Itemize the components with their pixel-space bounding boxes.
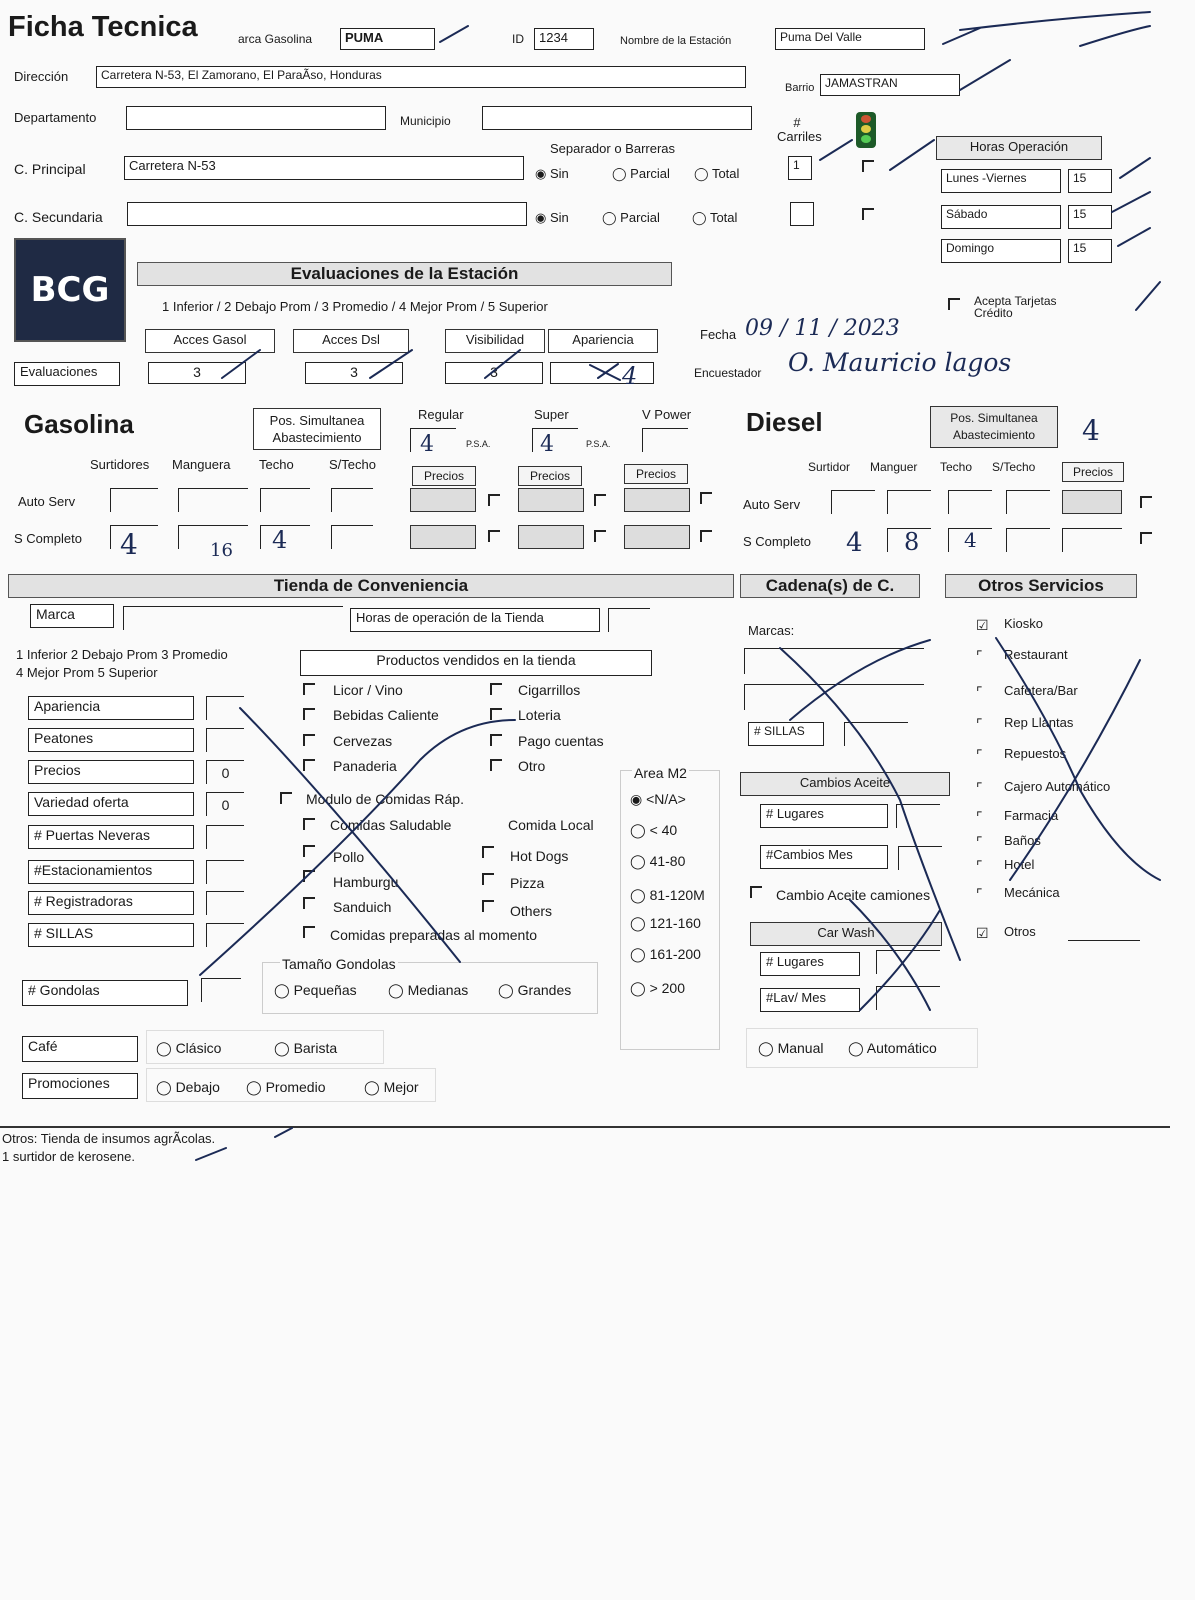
cb-hotdogs[interactable]	[482, 846, 494, 858]
horas-lunes-label: Lunes -Viernes	[941, 169, 1061, 193]
area-radio[interactable]	[630, 887, 705, 904]
diesel-col-stecho: S/Techo	[992, 460, 1036, 474]
diesel-title: Diesel	[746, 407, 823, 437]
modulo-label: Modulo de Comidas Ráp.	[306, 791, 464, 807]
tienda-row-field[interactable]	[206, 728, 244, 752]
cb-pollo[interactable]	[303, 845, 315, 857]
cafe-barista-radio[interactable]: ◯ Barista	[274, 1040, 338, 1056]
super-label: Super	[534, 407, 569, 422]
vpower-field[interactable]	[642, 428, 688, 452]
principal-sin-radio[interactable]: ◉ Sin	[535, 166, 569, 181]
comida-local-label: Comida Local	[508, 817, 594, 833]
eval-apariencia-field[interactable]	[550, 362, 654, 384]
comida-preparadas: Comidas preparadas al momento	[330, 927, 537, 943]
secundaria-sin-radio[interactable]: ◉ Sin	[535, 210, 569, 225]
municipio-label: Municipio	[400, 114, 451, 128]
estacion-field[interactable]: Puma Del Valle	[775, 28, 925, 50]
fecha-value: 09 / 11 / 2023	[745, 316, 900, 341]
horas-title: Horas Operación	[936, 136, 1102, 160]
departamento-label: Departamento	[14, 110, 97, 125]
otros-item-label: Hotel	[1004, 857, 1035, 872]
direccion-field[interactable]: Carretera N-53, El Zamorano, El ParaÃso, Honduras	[96, 66, 746, 88]
bcg-logo	[14, 238, 126, 342]
diesel-col-manguer: Manguer	[870, 460, 918, 474]
otros-line	[1068, 940, 1140, 941]
gas-as-mang[interactable]	[178, 488, 248, 512]
diesel-as-techo[interactable]	[948, 490, 992, 514]
comida-pollo: Pollo	[333, 849, 365, 865]
principal-label: C. Principal	[14, 161, 86, 177]
fecha-label: Fecha	[700, 327, 737, 342]
mejor-text: Mejor	[383, 1079, 419, 1095]
tienda-row-field[interactable]	[206, 825, 244, 849]
gas-sc-mang-value: 16	[210, 540, 233, 561]
note-line-1: Otros: Tienda de insumos agrÃcolas.	[2, 1131, 216, 1146]
tienda-row-label: # Puertas Neveras	[28, 825, 194, 849]
otros-checkbox[interactable]: ⌜	[976, 834, 983, 850]
principal-field[interactable]: Carretera N-53	[124, 156, 524, 180]
diesel-col-techo: Techo	[940, 460, 973, 474]
horas-sabado-field[interactable]: 15	[1068, 205, 1112, 229]
area-option-text: 41-80	[649, 853, 686, 869]
gas-sc-precio-vpower[interactable]	[624, 525, 690, 549]
note-line-2: 1 surtidor de kerosene.	[2, 1149, 135, 1164]
gas-as-precio-vpower[interactable]	[624, 488, 690, 512]
clasico-text: Clásico	[175, 1040, 222, 1056]
cb-cervezas[interactable]	[303, 734, 315, 746]
gas-col-techo: Techo	[259, 457, 294, 472]
diesel-auto-serv-label: Auto Serv	[743, 497, 801, 512]
radio-glyph-icon: ◯	[630, 822, 650, 838]
cb-sanduich[interactable]	[303, 897, 315, 909]
comida-others: Others	[510, 903, 553, 919]
otros-item-label: Repuestos	[1004, 746, 1067, 761]
otros-item-label: Cafetera/Bar	[1004, 683, 1078, 698]
promedio-text: Promedio	[265, 1079, 326, 1095]
principal-parcial-radio[interactable]: ◯ Parcial	[612, 166, 670, 181]
carriles-secundaria-field[interactable]	[790, 202, 814, 226]
gasolina-pos-label: Pos. Simultanea Abastecimiento	[253, 408, 381, 450]
barista-text: Barista	[293, 1040, 338, 1056]
cadena-marcas-label: Marcas:	[748, 623, 795, 638]
gas-auto-serv-label: Auto Serv	[18, 494, 76, 509]
tarjeta-checkbox[interactable]	[948, 298, 960, 310]
sin-text: Sin	[549, 166, 569, 181]
horas-sabado-label: Sábado	[941, 205, 1061, 229]
tienda-row-label: Variedad oferta	[28, 792, 194, 816]
diesel-as-mang[interactable]	[887, 490, 931, 514]
tienda-row-field[interactable]	[206, 891, 244, 915]
diesel-sc-stecho[interactable]	[1006, 528, 1050, 552]
peq-text: Pequeñas	[293, 982, 357, 998]
cambios-mes-label: #Cambios Mes	[760, 845, 888, 869]
area-option-text: 161-200	[649, 946, 701, 962]
eval-col-acces-dsl: Acces Dsl	[293, 329, 409, 353]
gas-as-precio-regular[interactable]	[410, 488, 476, 512]
gas-sc-precio-super[interactable]	[518, 525, 584, 549]
promo-debajo-radio[interactable]: ◯ Debajo	[156, 1079, 220, 1095]
prod-otro: Otro	[518, 758, 546, 774]
horas-domingo-field[interactable]: 15	[1068, 239, 1112, 263]
carriles-principal-checkbox[interactable]	[862, 160, 874, 172]
diesel-s-completo-label: S Completo	[743, 534, 811, 549]
psa-label-2: P.S.A.	[586, 439, 611, 449]
gas-col-surtidores: Surtidores	[90, 457, 150, 472]
tienda-row-label: # SILLAS	[28, 923, 194, 947]
diesel-as-stecho[interactable]	[1006, 490, 1050, 514]
regular-value: 4	[420, 432, 434, 457]
cambios-title: Cambios Aceite	[740, 772, 950, 796]
promociones-label: Promociones	[22, 1073, 138, 1099]
promo-promedio-radio[interactable]: ◯ Promedio	[246, 1079, 326, 1095]
cb-saludable[interactable]	[303, 818, 315, 830]
prod-cervezas: Cervezas	[333, 733, 393, 749]
gondola-med-radio[interactable]: ◯ Medianas	[388, 982, 469, 998]
barrio-label: Barrio	[785, 82, 815, 94]
cambios-lugares-label: # Lugares	[760, 804, 888, 828]
encuestador-label: Encuestador	[694, 366, 762, 380]
tienda-marca-label: Marca	[30, 604, 114, 628]
gondolas-field[interactable]	[201, 978, 241, 1002]
diesel-sc-cb[interactable]	[1140, 532, 1152, 544]
area-group	[620, 770, 720, 1050]
separador-label: Separador o Barreras	[550, 141, 676, 156]
otros-checkbox[interactable]: ⌜	[976, 780, 983, 796]
eval-acces-dsl-field[interactable]: 3	[305, 362, 403, 384]
notes-divider	[0, 1126, 1170, 1128]
tienda-row-field[interactable]	[206, 860, 244, 884]
direccion-label: Dirección	[14, 69, 69, 84]
gas-as-cb-super[interactable]	[594, 494, 606, 506]
principal-total-radio[interactable]: ◯ Total	[694, 166, 740, 181]
super-value: 4	[540, 432, 554, 457]
marca-label: arca Gasolina	[238, 32, 313, 46]
area-label: Area M2	[634, 765, 687, 781]
cb-pizza[interactable]	[482, 873, 494, 885]
gas-sc-stecho[interactable]	[331, 525, 373, 549]
auto-text: Automático	[866, 1040, 937, 1056]
carriles-principal-field[interactable]: 1	[788, 156, 812, 180]
eval-col-acces-gasol: Acces Gasol	[145, 329, 275, 353]
otros-checkbox[interactable]: ⌜	[976, 886, 983, 902]
carwash-manual-radio[interactable]: ◯ Manual	[758, 1040, 824, 1056]
otros-checkbox[interactable]: ⌜	[976, 648, 983, 664]
cb-modulo[interactable]	[280, 792, 292, 804]
traffic-light-icon	[856, 112, 876, 148]
tienda-scale-1: 1 Inferior 2 Debajo Prom 3 Promedio	[16, 647, 228, 662]
gondolas-label: # Gondolas	[22, 980, 188, 1006]
gas-sc-surt-value: 4	[120, 528, 138, 561]
cadena-sillas-field[interactable]	[844, 722, 908, 746]
comida-pizza: Pizza	[510, 875, 545, 891]
tienda-horas-field[interactable]	[608, 608, 650, 632]
tienda-row-label: # Registradoras	[28, 891, 194, 915]
comida-hamburgu: Hamburgu	[333, 874, 399, 890]
area-option-text: <N/A>	[646, 791, 686, 807]
cadena-sillas-label: # SILLAS	[748, 722, 824, 746]
otros-item-label: Otros	[1004, 924, 1036, 939]
barrio-field[interactable]: JAMASTRAN	[820, 74, 960, 96]
gas-sc-precio-regular[interactable]	[410, 525, 476, 549]
diesel-sc-precio[interactable]	[1062, 528, 1122, 552]
radio-glyph-icon: ◯	[630, 946, 650, 962]
prod-licor: Licor / Vino	[333, 682, 403, 698]
gra-text: Grandes	[517, 982, 572, 998]
cb-pago[interactable]	[490, 734, 502, 746]
gas-precios-regular: Precios	[412, 466, 476, 486]
gas-sc-techo-value: 4	[272, 526, 288, 554]
otros-item-label: Kiosko	[1004, 616, 1044, 631]
gas-as-surt[interactable]	[110, 488, 158, 512]
gas-col-manguera: Manguera	[172, 457, 231, 472]
eval-title: Evaluaciones de la Estación	[137, 262, 672, 286]
horas-domingo-label: Domingo	[941, 239, 1061, 263]
comida-sanduich: Sanduich	[333, 899, 392, 915]
total-text: Total	[711, 166, 740, 181]
otros-item-label: Farmacia	[1004, 808, 1059, 823]
otros-item-label: Restaurant	[1004, 647, 1068, 662]
gas-sc-cb-super[interactable]	[594, 530, 606, 542]
carwash-lugares-label: # Lugares	[760, 952, 860, 976]
promo-mejor-radio[interactable]: ◯ Mejor	[364, 1079, 419, 1095]
cb-hamburgu[interactable]	[303, 870, 315, 882]
super-field[interactable]	[532, 428, 578, 452]
cb-others[interactable]	[482, 900, 494, 912]
carwash-auto-radio[interactable]: ◯ Automático	[848, 1040, 937, 1056]
diesel-as-surt[interactable]	[831, 490, 875, 514]
area-option-text: 81-120M	[649, 887, 705, 903]
area-radio[interactable]	[630, 946, 701, 963]
debajo-text: Debajo	[175, 1079, 220, 1095]
total-text: Total	[709, 210, 738, 225]
vpower-label: V Power	[642, 407, 692, 422]
carriles-label: # Carriles	[777, 115, 822, 145]
diesel-precios: Precios	[1062, 462, 1124, 482]
eval-row-label: Evaluaciones	[14, 362, 120, 386]
regular-label: Regular	[418, 407, 464, 422]
gas-precios-super: Precios	[518, 466, 582, 486]
tienda-row-label: Peatones	[28, 728, 194, 752]
otros-checkbox[interactable]: ⌜	[976, 747, 983, 763]
gondola-peq-radio[interactable]: ◯ Pequeñas	[274, 982, 357, 998]
cb-cigarrillos[interactable]	[490, 683, 502, 695]
psa-label-1: P.S.A.	[466, 439, 491, 449]
eval-apariencia-handwritten: 4	[622, 362, 638, 390]
area-option-text: > 200	[649, 980, 685, 996]
area-radio[interactable]	[630, 980, 685, 997]
gas-sc-cb-vpower[interactable]	[700, 530, 712, 542]
cb-otro[interactable]	[490, 759, 502, 771]
area-option-text: < 40	[649, 822, 678, 838]
otros-item-label: Baños	[1004, 833, 1041, 848]
carwash-title: Car Wash	[750, 922, 942, 946]
area-radio[interactable]	[630, 915, 701, 932]
camiones-label: Cambio Aceite camiones	[776, 887, 931, 903]
secundaria-label: C. Secundaria	[14, 209, 103, 225]
prod-panaderia: Panaderia	[333, 758, 397, 774]
productos-label: Productos vendidos en la tienda	[300, 650, 652, 676]
id-label: ID	[512, 32, 524, 46]
cafe-label: Café	[22, 1036, 138, 1062]
carwash-lav-field[interactable]	[876, 986, 940, 1010]
cb-panaderia[interactable]	[303, 759, 315, 771]
camiones-checkbox[interactable]	[750, 886, 762, 898]
diesel-pos-label: Pos. Simultanea Abastecimiento	[930, 406, 1058, 448]
otros-item-label: Rep Llantas	[1004, 715, 1074, 730]
tienda-row-field[interactable]: 0	[206, 760, 244, 784]
diesel-pos-value: 4	[1082, 414, 1100, 447]
gas-as-stecho[interactable]	[331, 488, 373, 512]
prod-pago: Pago cuentas	[518, 733, 604, 749]
page-title: Ficha Tecnica	[8, 11, 198, 43]
prod-bebidas: Bebidas Caliente	[333, 707, 439, 723]
encuestador-value: O. Mauricio lagos	[788, 348, 1012, 377]
gas-col-stecho: S/Techo	[329, 457, 376, 472]
cafe-clasico-radio[interactable]: ◯ Clásico	[156, 1040, 222, 1056]
eval-col-visibilidad: Visibilidad	[445, 329, 545, 353]
id-field[interactable]: 1234	[534, 28, 594, 50]
tienda-row-field[interactable]: 0	[206, 792, 244, 816]
horas-lunes-field[interactable]: 15	[1068, 169, 1112, 193]
carriles-secundaria-checkbox[interactable]	[862, 208, 874, 220]
cb-preparadas[interactable]	[303, 926, 315, 938]
radio-glyph-icon: ◉	[630, 791, 647, 807]
diesel-sc-techo-value: 4	[964, 528, 977, 552]
cadena-title: Cadena(s) de C.	[740, 574, 920, 598]
logo-text: BCG	[30, 270, 110, 310]
diesel-col-surtidor: Surtidor	[808, 460, 851, 474]
tienda-scale-2: 4 Mejor Prom 5 Superior	[16, 665, 158, 680]
parcial-text: Parcial	[620, 210, 660, 225]
secundaria-field[interactable]	[127, 202, 527, 226]
otros-item-label: Cajero Automático	[1004, 779, 1111, 794]
tienda-row-field[interactable]	[206, 923, 244, 947]
manual-text: Manual	[777, 1040, 824, 1056]
area-radio[interactable]	[630, 791, 686, 808]
carwash-lugares-field[interactable]	[876, 950, 940, 974]
gondola-gra-radio[interactable]: ◯ Grandes	[498, 982, 572, 998]
tienda-row-label: #Estacionamientos	[28, 860, 194, 884]
otros-checkbox[interactable]: ⌜	[976, 716, 983, 732]
cb-bebidas[interactable]	[303, 708, 315, 720]
estacion-label: Nombre de la Estación	[620, 35, 732, 47]
carwash-lav-label: #Lav/ Mes	[760, 988, 860, 1012]
eval-acces-gasol-field[interactable]: 3	[148, 362, 246, 384]
gasolina-title: Gasolina	[24, 409, 134, 439]
marca-field[interactable]: PUMA	[340, 28, 435, 50]
sin-text: Sin	[549, 210, 569, 225]
otros-item-label: Mecánica	[1004, 885, 1060, 900]
tienda-row-label: Apariencia	[28, 696, 194, 720]
gas-sc-cb-regular[interactable]	[488, 530, 500, 542]
area-radio[interactable]	[630, 853, 685, 870]
otros-checkbox[interactable]: ⌜	[976, 858, 983, 874]
cadena-marca-2[interactable]	[744, 684, 924, 710]
tarjeta-label: Acepta Tarjetas Crédito	[974, 294, 1057, 320]
otros-checkbox[interactable]: ☑	[976, 925, 989, 941]
eval-col-apariencia: Apariencia	[548, 329, 658, 353]
med-text: Medianas	[407, 982, 469, 998]
gas-s-completo-label: S Completo	[14, 531, 82, 546]
cambios-mes-field[interactable]	[898, 846, 942, 870]
tienda-marca-field[interactable]	[123, 606, 343, 630]
comida-hotdogs: Hot Dogs	[510, 848, 569, 864]
otros-checkbox[interactable]: ⌜	[976, 684, 983, 700]
prod-cigarrillos: Cigarrillos	[518, 682, 581, 698]
municipio-field[interactable]	[482, 106, 752, 130]
comida-saludable: Comidas Saludable	[330, 817, 452, 833]
radio-glyph-icon: ◯	[630, 853, 650, 869]
eval-visibilidad-field[interactable]: 3	[445, 362, 543, 384]
otros-title: Otros Servicios	[945, 574, 1137, 598]
gas-precios-vpower: Precios	[624, 464, 688, 484]
tienda-horas-label: Horas de operación de la Tienda	[350, 608, 600, 632]
secundaria-parcial-radio[interactable]: ◯ Parcial	[602, 210, 660, 225]
otros-checkbox[interactable]: ☑	[976, 617, 989, 633]
eval-scale: 1 Inferior / 2 Debajo Prom / 3 Promedio / 4 Mejor Prom / 5 Superior	[162, 299, 548, 314]
otros-checkbox[interactable]: ⌜	[976, 809, 983, 825]
diesel-as-precio[interactable]	[1062, 490, 1122, 514]
secundaria-total-radio[interactable]: ◯ Total	[692, 210, 738, 225]
radio-glyph-icon: ◯	[630, 915, 650, 931]
cambios-lugares-field[interactable]	[896, 804, 940, 828]
cadena-marca-1[interactable]	[744, 648, 924, 674]
gas-as-precio-super[interactable]	[518, 488, 584, 512]
tienda-row-field[interactable]	[206, 696, 244, 720]
area-option-text: 121-160	[649, 915, 701, 931]
gondolas-size-label: Tamaño Gondolas	[282, 956, 396, 972]
gas-as-cb-regular[interactable]	[488, 494, 500, 506]
gas-as-cb-vpower[interactable]	[700, 492, 712, 504]
diesel-sc-mang-value: 8	[904, 528, 920, 556]
radio-glyph-icon: ◯	[630, 980, 650, 996]
cb-licor[interactable]	[303, 683, 315, 695]
parcial-text: Parcial	[630, 166, 670, 181]
cb-loteria[interactable]	[490, 708, 502, 720]
gas-as-techo[interactable]	[260, 488, 310, 512]
diesel-sc-surt-value: 4	[846, 528, 863, 558]
tienda-title: Tienda de Conveniencia	[8, 574, 734, 598]
area-radio[interactable]	[630, 822, 677, 839]
prod-loteria: Loteria	[518, 707, 561, 723]
radio-glyph-icon: ◯	[630, 887, 650, 903]
diesel-as-cb[interactable]	[1140, 496, 1152, 508]
departamento-field[interactable]	[126, 106, 386, 130]
tienda-row-label: Precios	[28, 760, 194, 784]
